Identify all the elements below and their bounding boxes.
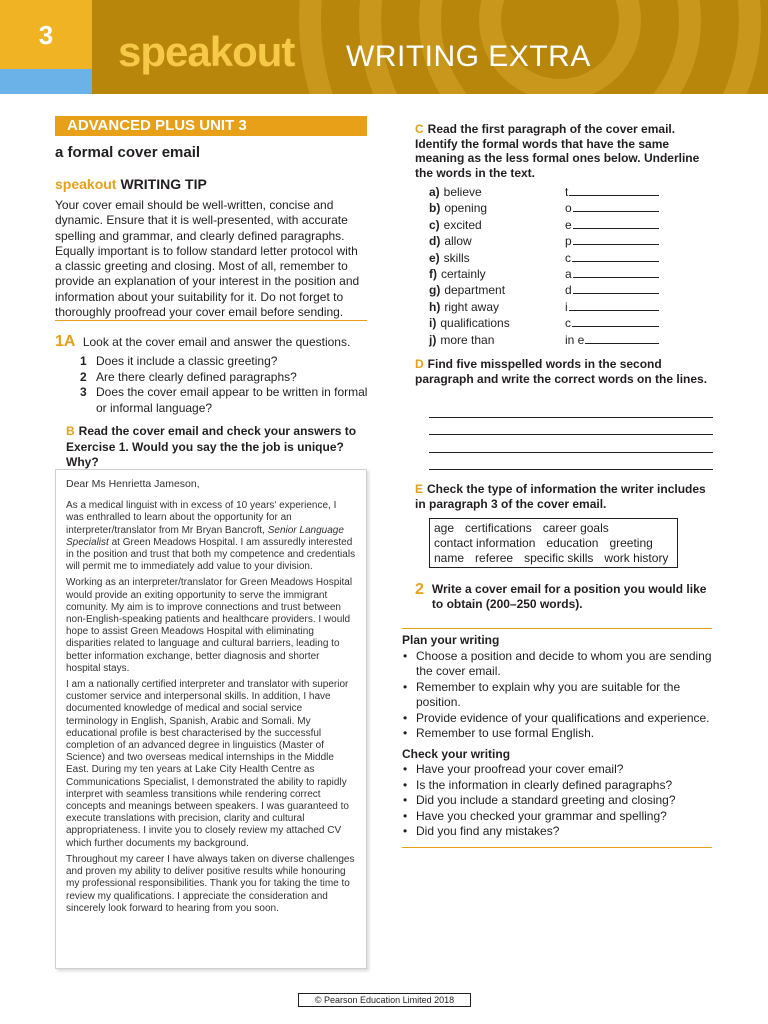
exercise-letter: C [415,122,424,136]
list-item: 2 Are there clearly defined paragraphs? [80,369,297,384]
unit-badge-strip [0,69,92,94]
info-type[interactable]: greeting [609,536,653,550]
exercise-d [415,357,715,387]
exercise-1a [55,334,367,350]
exercise-letter: E [415,482,424,496]
plan-list [402,649,712,742]
section-title: WRITING EXTRA [346,40,591,73]
list-item: f) certainly a [429,266,659,282]
answer-line[interactable] [573,233,659,245]
exercise-instruction: Read the cover email and check your answers to Exercise 1. Would you say the the job is unique? Why? [66,424,357,469]
plan-check-section [402,633,712,840]
info-type[interactable]: work history [604,551,669,565]
information-types-box [429,518,678,568]
exercise-1b [66,424,366,471]
list-item: • Did you include a standard greeting and closing? [402,793,712,809]
question-list [80,354,368,416]
plan-divider-top [402,628,712,629]
cover-email-text [55,469,367,969]
exercise-instruction: Look at the cover email and answer the questions. [82,335,351,349]
info-type[interactable]: age [434,521,455,535]
writing-tip-heading [55,176,207,192]
list-item: 3 Does the cover email appear to be written in formal or informal language? [80,385,368,415]
exercise-instruction: Find five misspelled words in the second paragraph and write the correct words on the lines. [415,357,708,386]
exercise-e [415,482,715,512]
exercise-c [415,122,715,181]
list-item: • Remember to use formal English. [402,726,712,742]
list-item: d) allow p [429,233,659,249]
unit-title-bar: ADVANCED PLUS UNIT 3 [55,116,367,136]
email-paragraph-4: Throughout my career I have always taken on diverse challenges and proven my ability to deliver positive results while honouring my professional responsibilities. Thank you for taking the time to review my qualifications. I appreciate the consideration and sincerely look forward to hearing from you soon. [66,853,355,914]
answer-line[interactable] [572,250,659,262]
info-type[interactable]: contact information [434,536,536,550]
tip-label: WRITING TIP [120,176,207,192]
answer-line[interactable] [429,453,713,471]
exercise-instruction: Check the type of information the writer includes in paragraph 3 of the cover email. [415,482,706,511]
email-paragraph-3: I am a nationally certified interpreter and translator with superior customer service and interpersonal skills. In addition, I have documented knowledge of medical and social service terminology in English, Spanish, Arabic and Somali. My educational profile is best characterised by the successful completion of an advanced degree in linguistics (Master of Science) and two overseas medical internships in the Middle East. During my ten years at Lake City Health Centre as Communications Specialist, I demonstrated the ability to rapidly interpret with seamless transitions while rendering correct concepts and meanings between speakers. I was guaranteed to execute translations with precision, clarity and cultural appropriateness. I invite you to closely review my attached CV which further documents my background. [66,679,349,849]
list-item: • Have your proofread your cover email? [402,762,712,778]
info-type[interactable]: specific skills [524,551,594,565]
tip-divider [55,320,367,321]
list-item: • Provide evidence of your qualifications and experience. [402,711,712,727]
answer-line[interactable] [569,184,659,196]
exercise-number: 2 [415,581,424,598]
list-item: • Is the information in clearly defined paragraphs? [402,778,712,794]
list-item: g) department d [429,282,659,298]
list-item: e) skills c [429,250,659,266]
list-item: j) more than in e [429,332,659,348]
email-paragraph-2: Working as an interpreter/translator for Green Meadows Hospital would provide an exiting opportunity to serve the immigrant comunity. My aim is to improve connections and trust between non-English-speaking patients and healthcare providers. I would hope to assist Green Meadows Hospital with eliminating disparities related to language and cultural barriers, leading to better information exchange, better diagnosis and shorter hospital stays. [66,577,353,674]
list-item: i) qualifications c [429,315,659,331]
exercise-instruction: Write a cover email for a position you would like to obtain (200–250 words). [431,582,707,611]
exercise-letter: A [63,333,76,350]
answer-line[interactable] [429,400,713,418]
copyright-footer: © Pearson Education Limited 2018 [298,993,471,1007]
info-type[interactable]: certifications [465,521,532,535]
list-item: • Choose a position and decide to whom you are sending the cover email. [402,649,712,680]
answer-line[interactable] [429,418,713,436]
formal-word-list [429,184,659,348]
exercise-2 [415,582,715,612]
answer-line[interactable] [585,332,659,344]
tip-brand-logo: speakout [55,176,117,192]
list-item: c) excited e [429,217,659,233]
list-item: • Have you checked your grammar and spelling? [402,809,712,825]
lesson-subtitle: a formal cover email [55,144,201,161]
exercise-letter: B [66,424,75,438]
answer-line[interactable] [572,315,659,327]
exercise-letter: D [415,357,424,371]
list-item: 1 Does it include a classic greeting? [80,354,278,368]
info-type[interactable]: name [434,551,465,565]
list-item: • Did you find any mistakes? [402,824,712,840]
answer-line[interactable] [573,266,659,278]
list-item: h) right away i [429,299,659,315]
info-type[interactable]: career goals [542,521,609,535]
email-greeting: Dear Ms Henrietta Jameson, [66,478,200,490]
info-type[interactable]: referee [475,551,514,565]
answer-line[interactable] [573,282,659,294]
unit-number-badge [0,0,92,94]
answer-line[interactable] [573,200,659,212]
answer-line[interactable] [429,435,713,453]
list-item: a) believe t [429,184,659,200]
exercise-instruction: Read the first paragraph of the cover email. Identify the formal words that have the same meaning as the less formal ones below. Underline the words in the text. [415,122,700,181]
writing-tip-text: Your cover email should be well-written, concise and dynamic. Ensure that it is well-presented, with accurate spelling and grammar, and clearly defined paragraphs. Equally important is to follow standard letter protocol with a classic greeting and closing. Most of all, remember to provide an explanation of your interest in the position and information about your suitability for it. Do not forget to thoroughly proofread your cover email before sending. [55,198,360,320]
list-item: b) opening o [429,200,659,216]
unit-number: 3 [38,20,54,50]
exercise-number: 1 [55,333,64,350]
answer-lines [429,400,713,470]
email-paragraph-1: As a medical linguist with in excess of 10 years' experience, I was enthralled to learn about the opportunity for an interpreter/translator from Mr Bryan Bancroft, Senior Language Specialist at Green Meadows Hospital. I am assuredly interested in the position and trust that both my competence and credentials will permit me to immediately add value to your division. [66,500,356,573]
list-item: • Remember to explain why you are suitable for the position. [402,680,712,711]
page-header [0,0,768,94]
check-heading: Check your writing [402,746,511,761]
brand-logo: speakout [118,28,295,75]
plan-heading: Plan your writing [402,633,500,647]
check-list [402,762,712,840]
plan-divider-bottom [402,847,712,848]
info-type[interactable]: education [546,536,599,550]
answer-line[interactable] [569,299,659,311]
answer-line[interactable] [573,217,659,229]
